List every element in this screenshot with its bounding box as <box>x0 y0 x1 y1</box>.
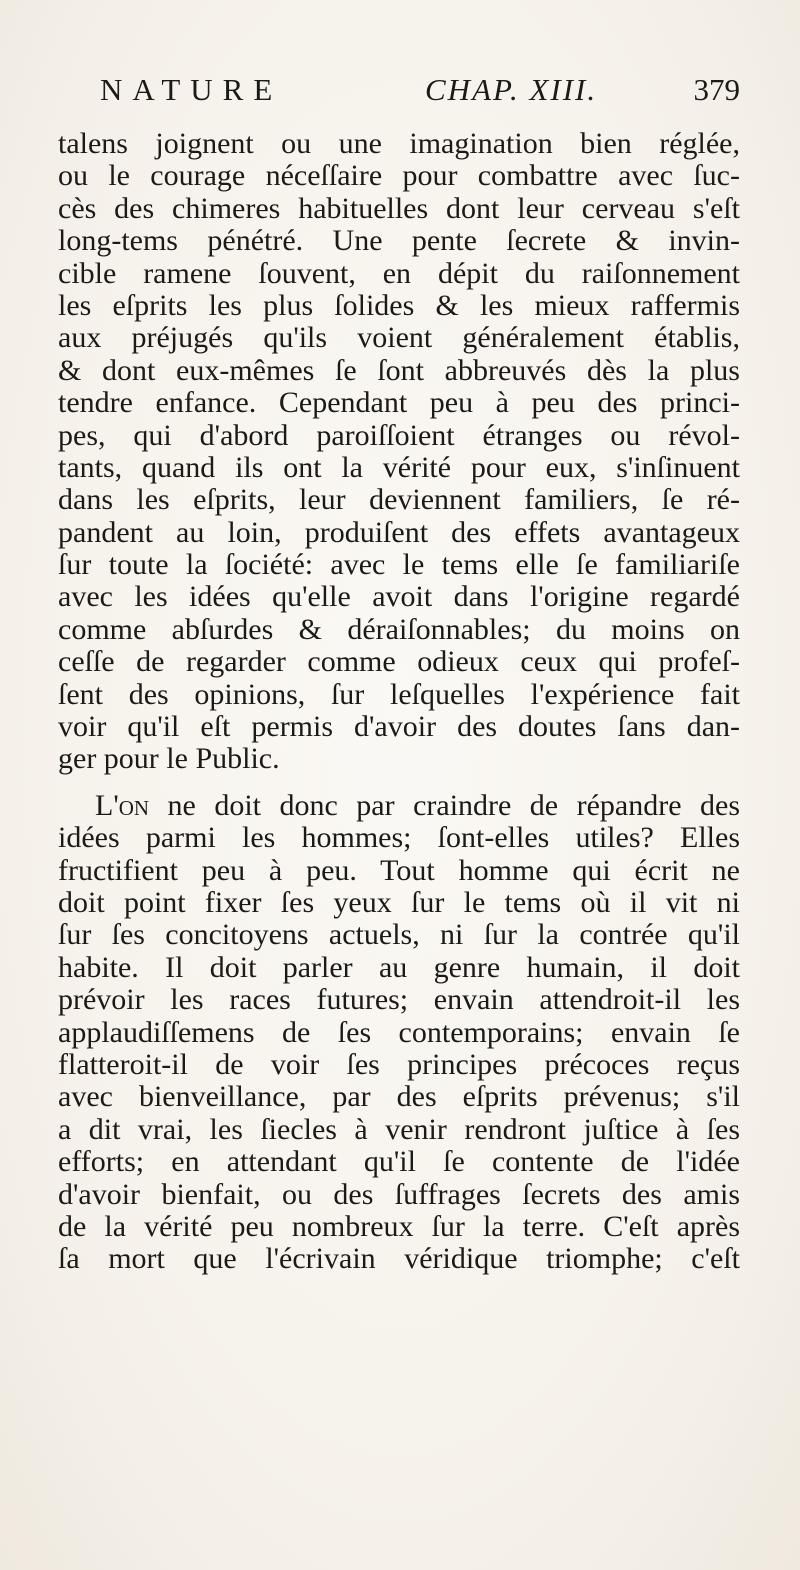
text-line: ſa mort que l'écrivain véridique triomphe; c'eſt <box>58 1243 740 1276</box>
text-line: flatteroit-il de voir ſes principes précoces reçus <box>58 1048 740 1081</box>
paragraph-opening-line <box>58 790 740 822</box>
text-line: a dit vrai, les ſiecles à venir rendront juſtice à ſes <box>58 1113 740 1146</box>
running-title: NATURE <box>100 72 283 107</box>
text-line: prévoir les races futures; envain attendroit-il les <box>58 984 740 1017</box>
paragraph-gap <box>58 776 740 790</box>
text-line: pes, qui d'abord paroiſſoient étranges ou révol- <box>58 419 740 452</box>
opening-line-rest: ne doit donc par craindre de répandre des <box>149 789 740 822</box>
page-number: 379 <box>693 72 740 107</box>
text-line: talens joignent ou une imagination bien réglée, <box>58 128 740 160</box>
text-line: ſur toute la ſociété: avec le tems elle ſe familiariſe <box>58 549 740 582</box>
text-line: doit point fixer ſes yeux ſur le tems où il vit ni <box>58 886 740 919</box>
text-line: ou le courage néceſſaire pour combattre avec ſuc- <box>58 160 740 193</box>
text-line: pandent au loin, produiſent des effets avantageux <box>58 516 740 549</box>
text-line: avec bienveillance, par des eſprits prévenus; s'il <box>58 1081 740 1114</box>
text-line: applaudiſſemens de ſes contemporains; envain ſe <box>58 1016 740 1049</box>
text-line: habite. Il doit parler au genre humain, il doit <box>58 951 740 984</box>
text-line: efforts; en attendant qu'il ſe contente de l'idée <box>58 1146 740 1179</box>
lead-smallcaps: on <box>118 789 150 822</box>
text-line: tants, quand ils ont la vérité pour eux, s'inſinuent <box>58 451 740 484</box>
text-line: cible ramene ſouvent, en dépit du raiſonnement <box>58 257 740 290</box>
text-line: fructifient peu à peu. Tout homme qui écrit ne <box>58 854 740 887</box>
text-line: long-tems pénétré. Une pente ſecrete & invin- <box>58 225 740 258</box>
running-head <box>100 70 740 110</box>
text-line: comme abſurdes & déraiſonnables; du moins on <box>58 613 740 646</box>
text-line: voir qu'il eſt permis d'avoir des doutes ſans dan- <box>58 711 740 744</box>
text-line: ſur ſes concitoyens actuels, ni ſur la contrée qu'il <box>58 919 740 952</box>
text-line: tendre enfance. Cependant peu à peu des princi- <box>58 387 740 420</box>
text-line: de la vérité peu nombreux ſur la terre. C'eſt après <box>58 1210 740 1243</box>
text-line: ceſſe de regarder comme odieux ceux qui profeſ- <box>58 646 740 679</box>
text-line: ſent des opinions, ſur leſquelles l'expérience fait <box>58 678 740 711</box>
text-line: & dont eux-mêmes ſe ſont abbreuvés dès la plus <box>58 354 740 387</box>
text-line: dans les eſprits, leur deviennent familiers, ſe ré- <box>58 484 740 517</box>
text-line: idées parmi les hommes; ſont-elles utiles? Elles <box>58 822 740 855</box>
text-line: cès des chimeres habituelles dont leur cerveau s'eſt <box>58 192 740 225</box>
text-line: avec les idées qu'elle avoit dans l'origine regardé <box>58 581 740 614</box>
text-line: aux préjugés qu'ils voient généralement établis, <box>58 322 740 355</box>
text-line: d'avoir bienfait, ou des ſuffrages ſecrets des amis <box>58 1178 740 1211</box>
text-line: les eſprits les plus ſolides & les mieux raffermis <box>58 289 740 322</box>
body-text <box>58 128 740 1276</box>
text-line: ger pour le Public. <box>58 743 280 776</box>
chapter-label: CHAP. XIII. <box>425 72 598 107</box>
lead-capital: L' <box>95 789 119 822</box>
